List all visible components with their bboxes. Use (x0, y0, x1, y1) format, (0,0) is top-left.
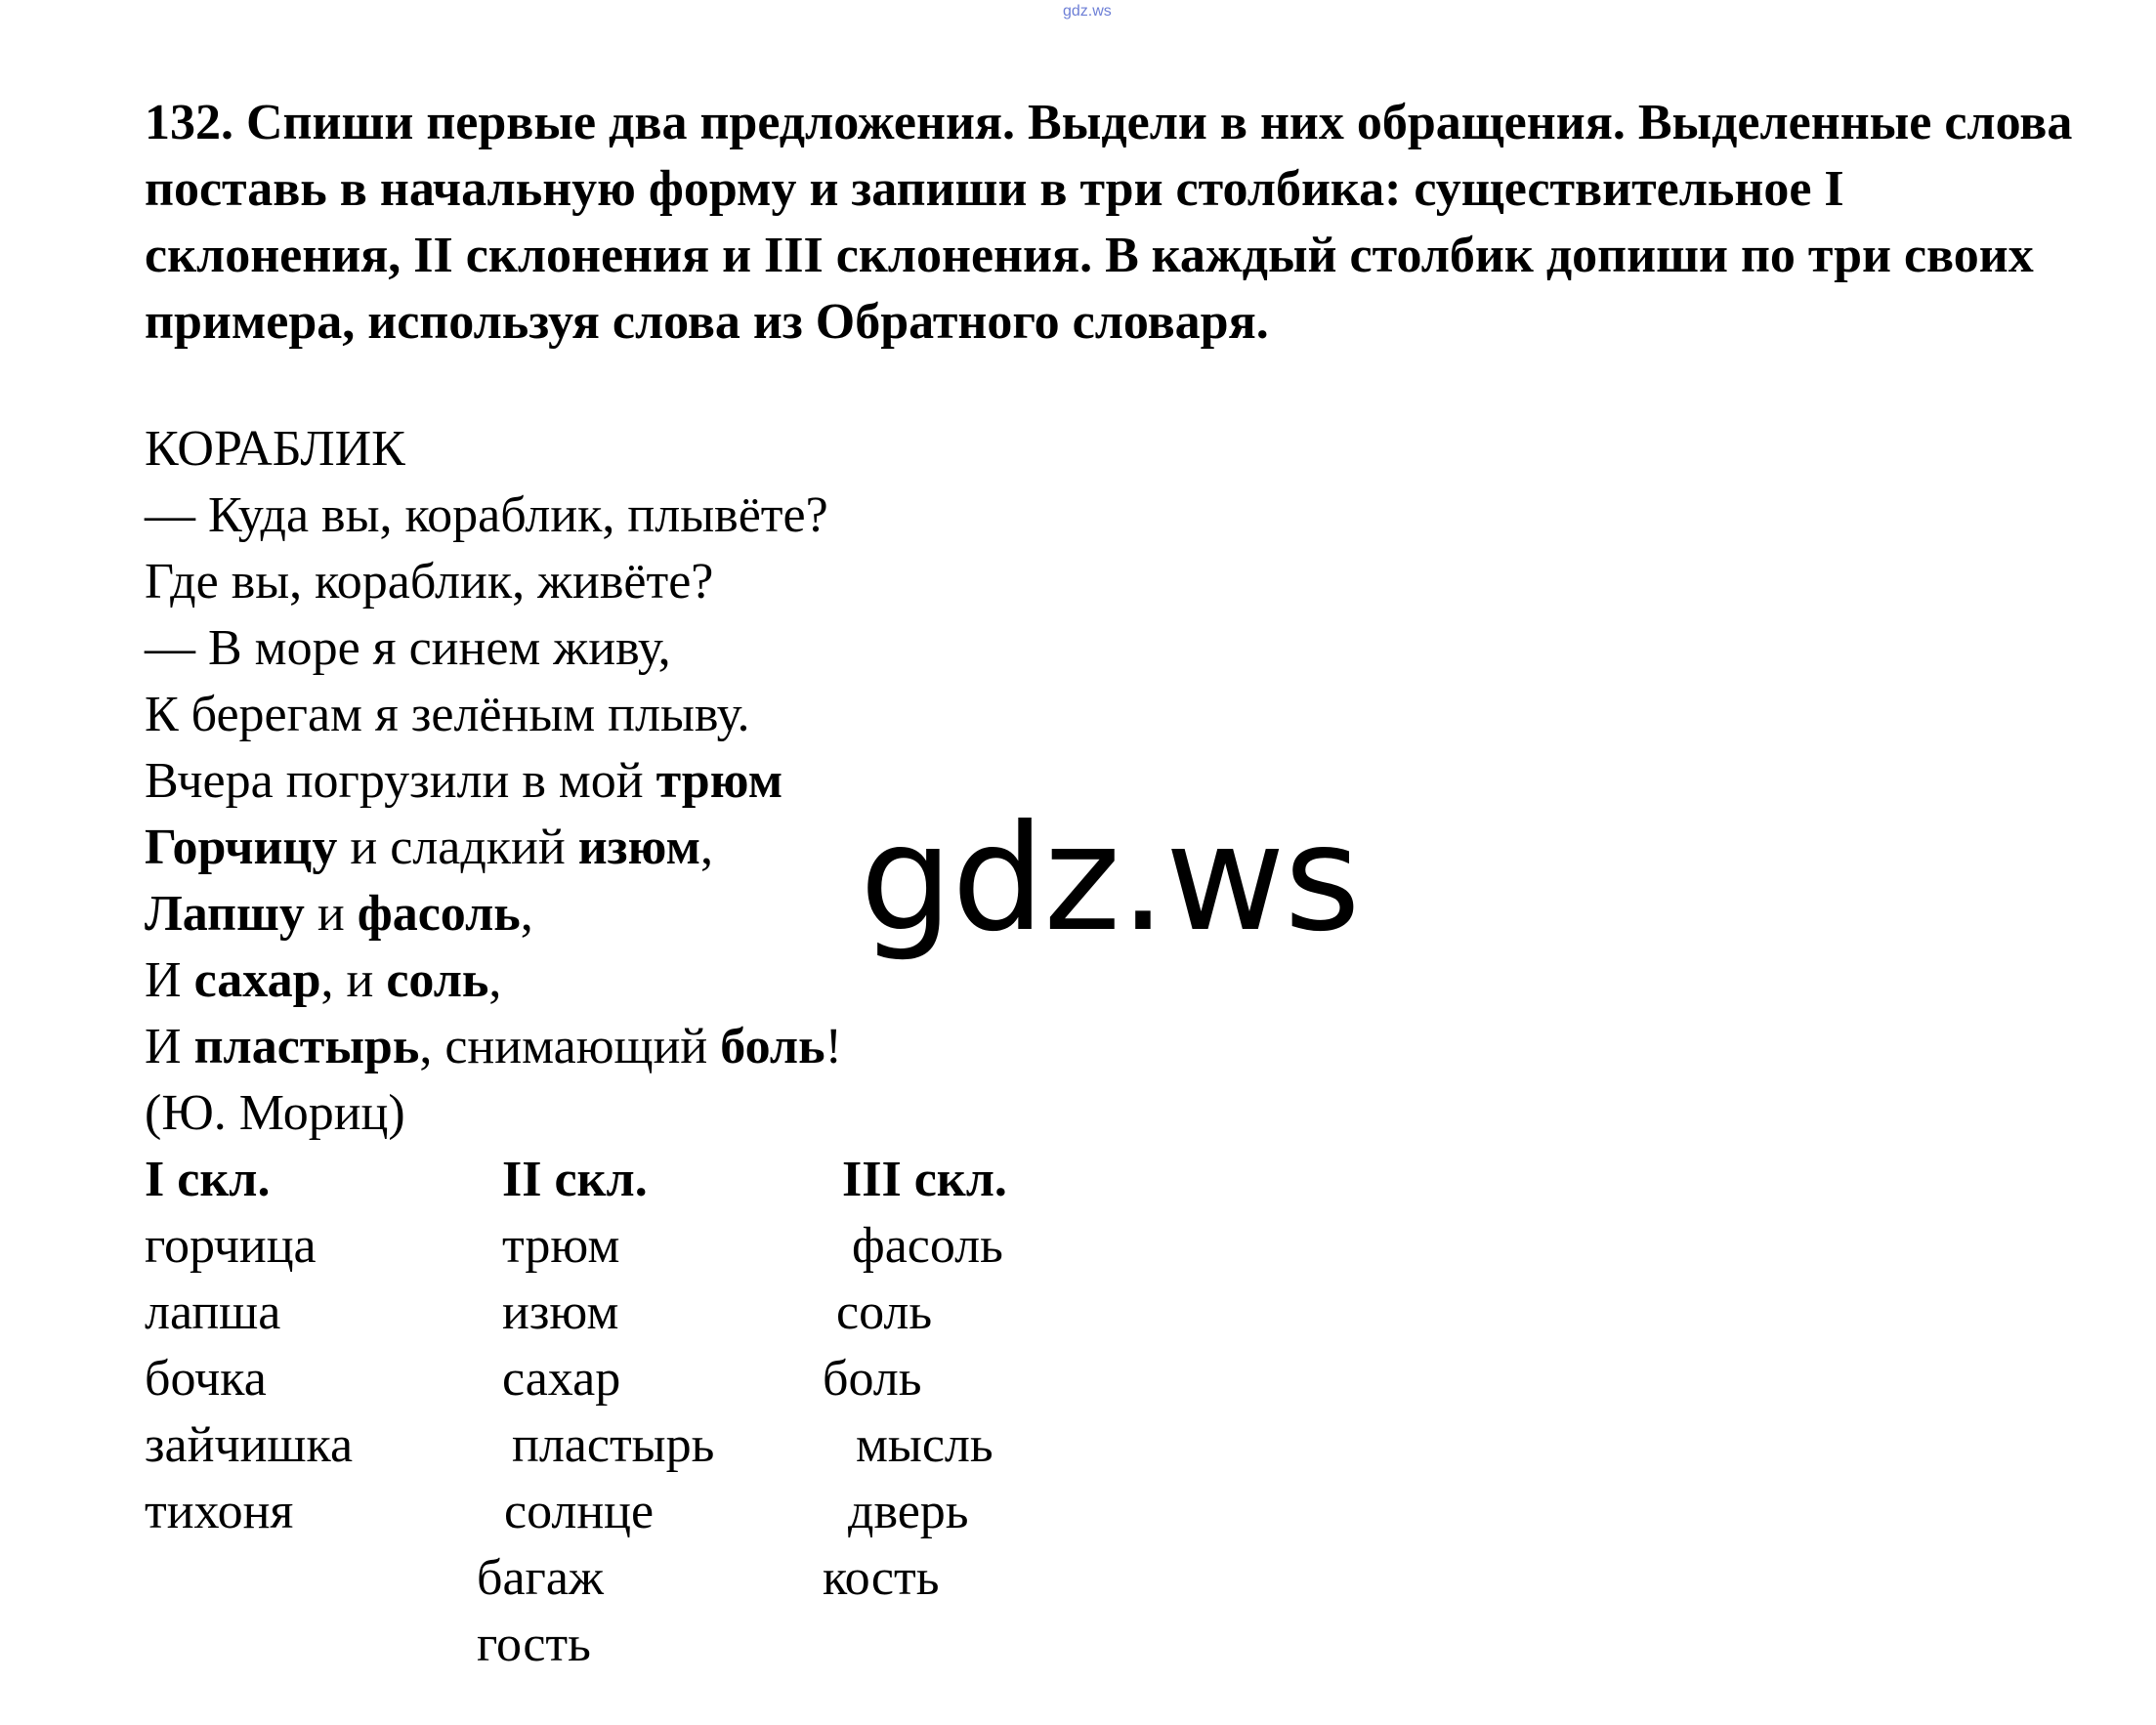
column-header-2: II скл. (502, 1152, 648, 1207)
highlighted-word: Лапшу (145, 886, 305, 942)
col2-word: багаж (477, 1550, 604, 1606)
poem-line-2: Где вы, кораблик, живёте? (145, 554, 714, 610)
poem-line-5 (145, 748, 842, 815)
poem-text: , снимающий (419, 1019, 721, 1074)
poem-text: , и (320, 952, 387, 1008)
poem-text: , (488, 952, 502, 1008)
highlighted-word: трюм (655, 753, 783, 809)
poem-text: Вчера погрузили в мой (145, 753, 656, 809)
col2-word: сахар (502, 1351, 621, 1407)
task-instruction (145, 90, 2108, 356)
col3-word: боль (823, 1351, 922, 1407)
col1-word: зайчишка (145, 1417, 354, 1473)
highlighted-word: Горчицу (145, 820, 338, 875)
highlighted-word: пластырь (193, 1019, 420, 1074)
col1-word: тихоня (145, 1484, 294, 1539)
col2-word: пластырь (512, 1417, 715, 1473)
big-watermark: gdz.ws (860, 794, 1360, 964)
highlighted-word: изюм (577, 820, 701, 875)
highlighted-word: сахар (193, 952, 321, 1008)
poem-line-8 (145, 947, 842, 1014)
column-header-1: I скл. (145, 1152, 271, 1207)
col2-word: трюм (502, 1218, 620, 1274)
col3-word: мысль (856, 1417, 993, 1473)
col3-word: кость (823, 1550, 940, 1606)
col3-word: соль (836, 1284, 933, 1340)
highlighted-word: боль (720, 1019, 825, 1074)
task-number: 132. (145, 95, 233, 150)
col3-word: фасоль (852, 1218, 1003, 1274)
col2-word: изюм (502, 1284, 619, 1340)
highlighted-word: соль (386, 952, 489, 1008)
col3-word: дверь (848, 1484, 969, 1539)
poem-line-4: К берегам я зелёным плыву. (145, 687, 750, 742)
top-watermark: gdz.ws (1063, 3, 1112, 20)
poem-text: и сладкий (337, 820, 578, 875)
declension-columns (0, 1147, 1172, 1694)
poem-line-9 (145, 1014, 842, 1080)
poem-line-6 (145, 815, 842, 881)
col1-word: горчица (145, 1218, 317, 1274)
col1-word: лапша (145, 1284, 281, 1340)
poem-text: И (145, 952, 194, 1008)
poem (145, 416, 842, 1147)
column-header-3: III скл. (842, 1152, 1007, 1207)
col2-word: солнце (504, 1484, 655, 1539)
poem-text: ! (824, 1019, 842, 1074)
poem-text: и (304, 886, 358, 942)
poem-text: , (700, 820, 714, 875)
poem-line-1: — Куда вы, кораблик, плывёте? (145, 487, 828, 543)
poem-author: (Ю. Мориц) (145, 1085, 405, 1141)
highlighted-word: фасоль (357, 886, 521, 942)
poem-text: И (145, 1019, 194, 1074)
col1-word: бочка (145, 1351, 267, 1407)
task-text: Спиши первые два предложения. Выдели в них обращения. Выделенные слова поставь в начальную форму и запиши в три столбика: существительное I склонения, II склонения и III склонения. В каждый столбик допиши по три своих примера, используя слова из Обратного словаря. (145, 95, 2073, 350)
poem-line-7 (145, 881, 842, 947)
poem-line-3: — В море я синем живу, (145, 620, 671, 676)
poem-title: КОРАБЛИК (145, 421, 405, 477)
poem-text: , (520, 886, 533, 942)
col2-word: гость (477, 1617, 591, 1672)
